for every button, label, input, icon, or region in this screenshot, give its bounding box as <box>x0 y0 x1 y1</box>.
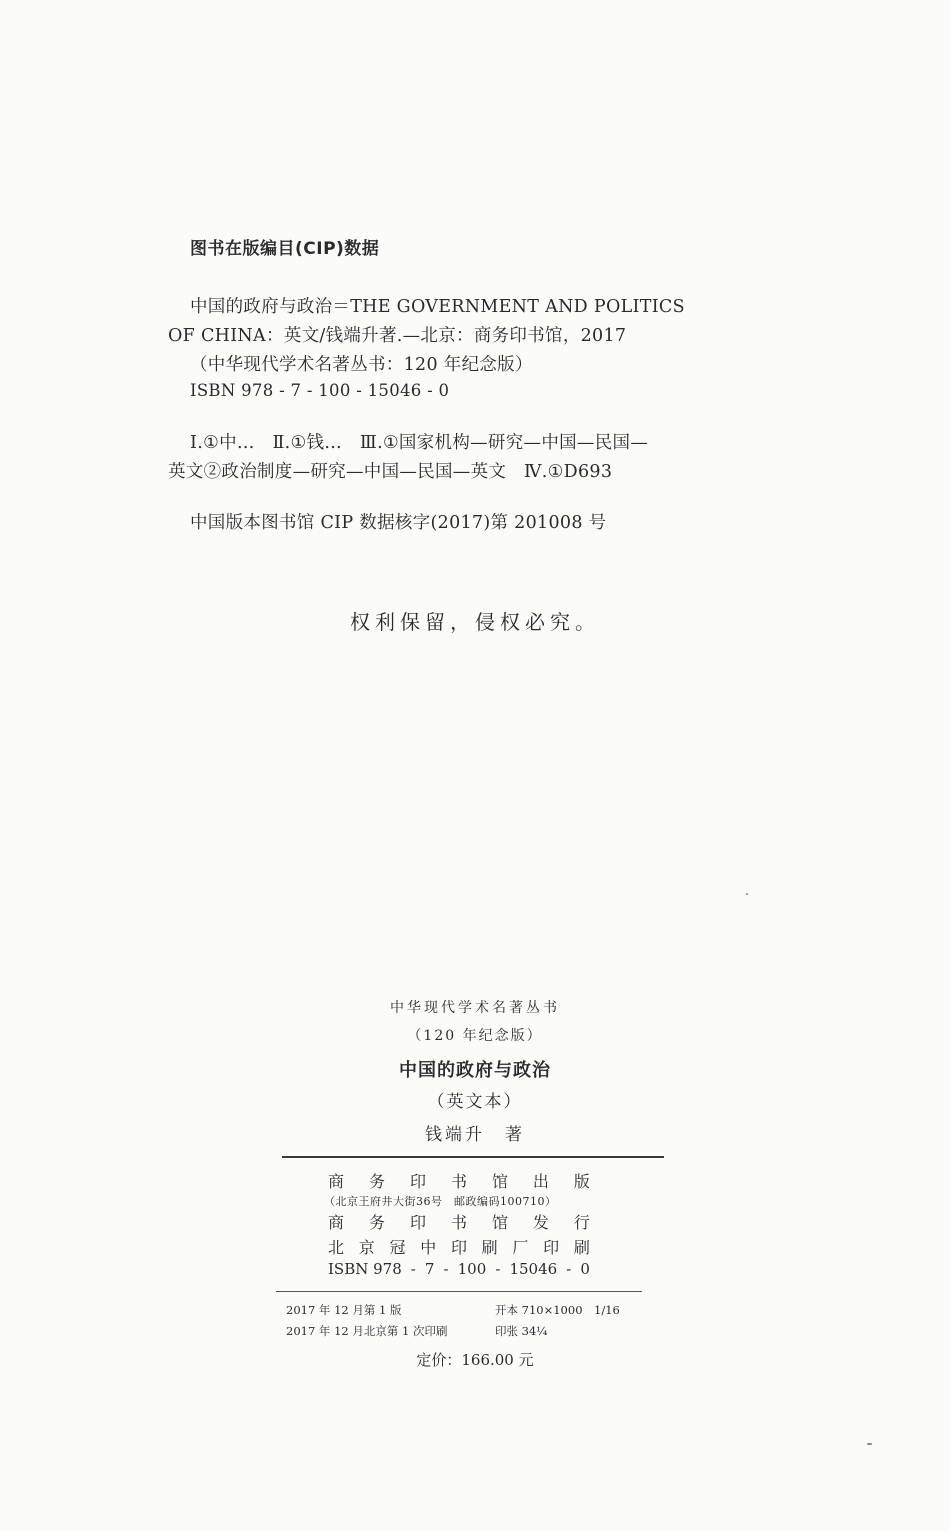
price: 定价：166.00 元 <box>416 1351 534 1369</box>
cip-title-line-1: 中国的政府与政治＝THE GOVERNMENT AND POLITICS <box>190 297 685 317</box>
printer-char: 印 <box>543 1238 560 1257</box>
publisher-line <box>328 1169 590 1192</box>
isbn-part: ISBN 978 <box>328 1260 402 1278</box>
printer-char: 北 <box>328 1238 345 1257</box>
distributor-line <box>328 1210 590 1233</box>
cip-library-number: 中国版本图书馆 CIP 数据核字(2017)第 201008 号 <box>190 513 607 533</box>
publisher-char: 务 <box>368 1172 385 1191</box>
series-name: 中华现代学术名著丛书 <box>390 1000 560 1016</box>
isbn-part: - <box>410 1260 416 1278</box>
book-subtitle: （英文本） <box>427 1092 523 1112</box>
first-edition: 2017 年 12 月第 1 版 <box>286 1303 402 1317</box>
distributor-char: 印 <box>409 1213 426 1232</box>
distributor-char: 务 <box>368 1213 385 1232</box>
isbn-part: 7 <box>424 1260 435 1278</box>
cip-classification-line-1: Ⅰ.①中… Ⅱ.①钱… Ⅲ.①国家机构—研究—中国—民国— <box>190 433 649 453</box>
distributor-char: 商 <box>328 1213 345 1232</box>
distributor-char: 行 <box>573 1213 590 1232</box>
printer-char: 印 <box>450 1238 467 1257</box>
colophon-top-rule <box>282 1156 664 1158</box>
distributor-char: 书 <box>450 1213 467 1232</box>
scan-speck <box>867 1443 872 1445</box>
publisher-address: （北京王府井大街36号 邮政编码100710） <box>324 1195 557 1208</box>
first-printing: 2017 年 12 月北京第 1 次印刷 <box>286 1324 448 1338</box>
isbn-part: 0 <box>580 1260 590 1278</box>
publisher-char: 版 <box>573 1172 590 1191</box>
isbn-part: - <box>566 1260 572 1278</box>
book-title: 中国的政府与政治 <box>399 1060 551 1081</box>
author-line: 钱端升 著 <box>425 1125 525 1145</box>
distributor-char: 馆 <box>491 1213 508 1232</box>
cip-classification-line-2: 英文②政治制度—研究—中国—民国—英文 Ⅳ.①D693 <box>168 462 613 482</box>
rights-notice: 权利保留，侵权必究。 <box>350 610 600 634</box>
isbn-part: 15046 <box>509 1260 558 1278</box>
publisher-char: 出 <box>532 1172 549 1191</box>
cip-isbn: ISBN 978 - 7 - 100 - 15046 - 0 <box>190 381 450 400</box>
cip-heading: 图书在版编目(CIP)数据 <box>190 239 380 259</box>
cip-series-line: （中华现代学术名著丛书：120 年纪念版） <box>190 355 533 375</box>
distributor-char: 发 <box>532 1213 549 1232</box>
printer-char: 厂 <box>512 1238 529 1257</box>
colophon-bottom-rule <box>276 1291 642 1292</box>
book-format: 开本 710×1000 1/16 <box>495 1303 620 1317</box>
isbn-part: - <box>443 1260 449 1278</box>
isbn-part: - <box>495 1260 501 1278</box>
printer-char: 中 <box>420 1238 437 1257</box>
publisher-char: 商 <box>328 1172 345 1191</box>
colophon-isbn <box>328 1260 590 1278</box>
printer-char: 冠 <box>389 1238 406 1257</box>
printer-char: 京 <box>358 1238 375 1257</box>
printing-sheets: 印张 34¼ <box>495 1324 548 1338</box>
publisher-char: 印 <box>409 1172 426 1191</box>
publisher-char: 馆 <box>491 1172 508 1191</box>
isbn-part: 100 <box>457 1260 487 1278</box>
scan-speck <box>746 893 748 895</box>
cip-title-line-2: OF CHINA：英文/钱端升著.—北京：商务印书馆，2017 <box>168 326 627 346</box>
edition-note: （120 年纪念版） <box>407 1028 543 1044</box>
printer-char: 刷 <box>573 1238 590 1257</box>
publisher-char: 书 <box>450 1172 467 1191</box>
printer-char: 刷 <box>481 1238 498 1257</box>
printer-line <box>328 1235 590 1258</box>
